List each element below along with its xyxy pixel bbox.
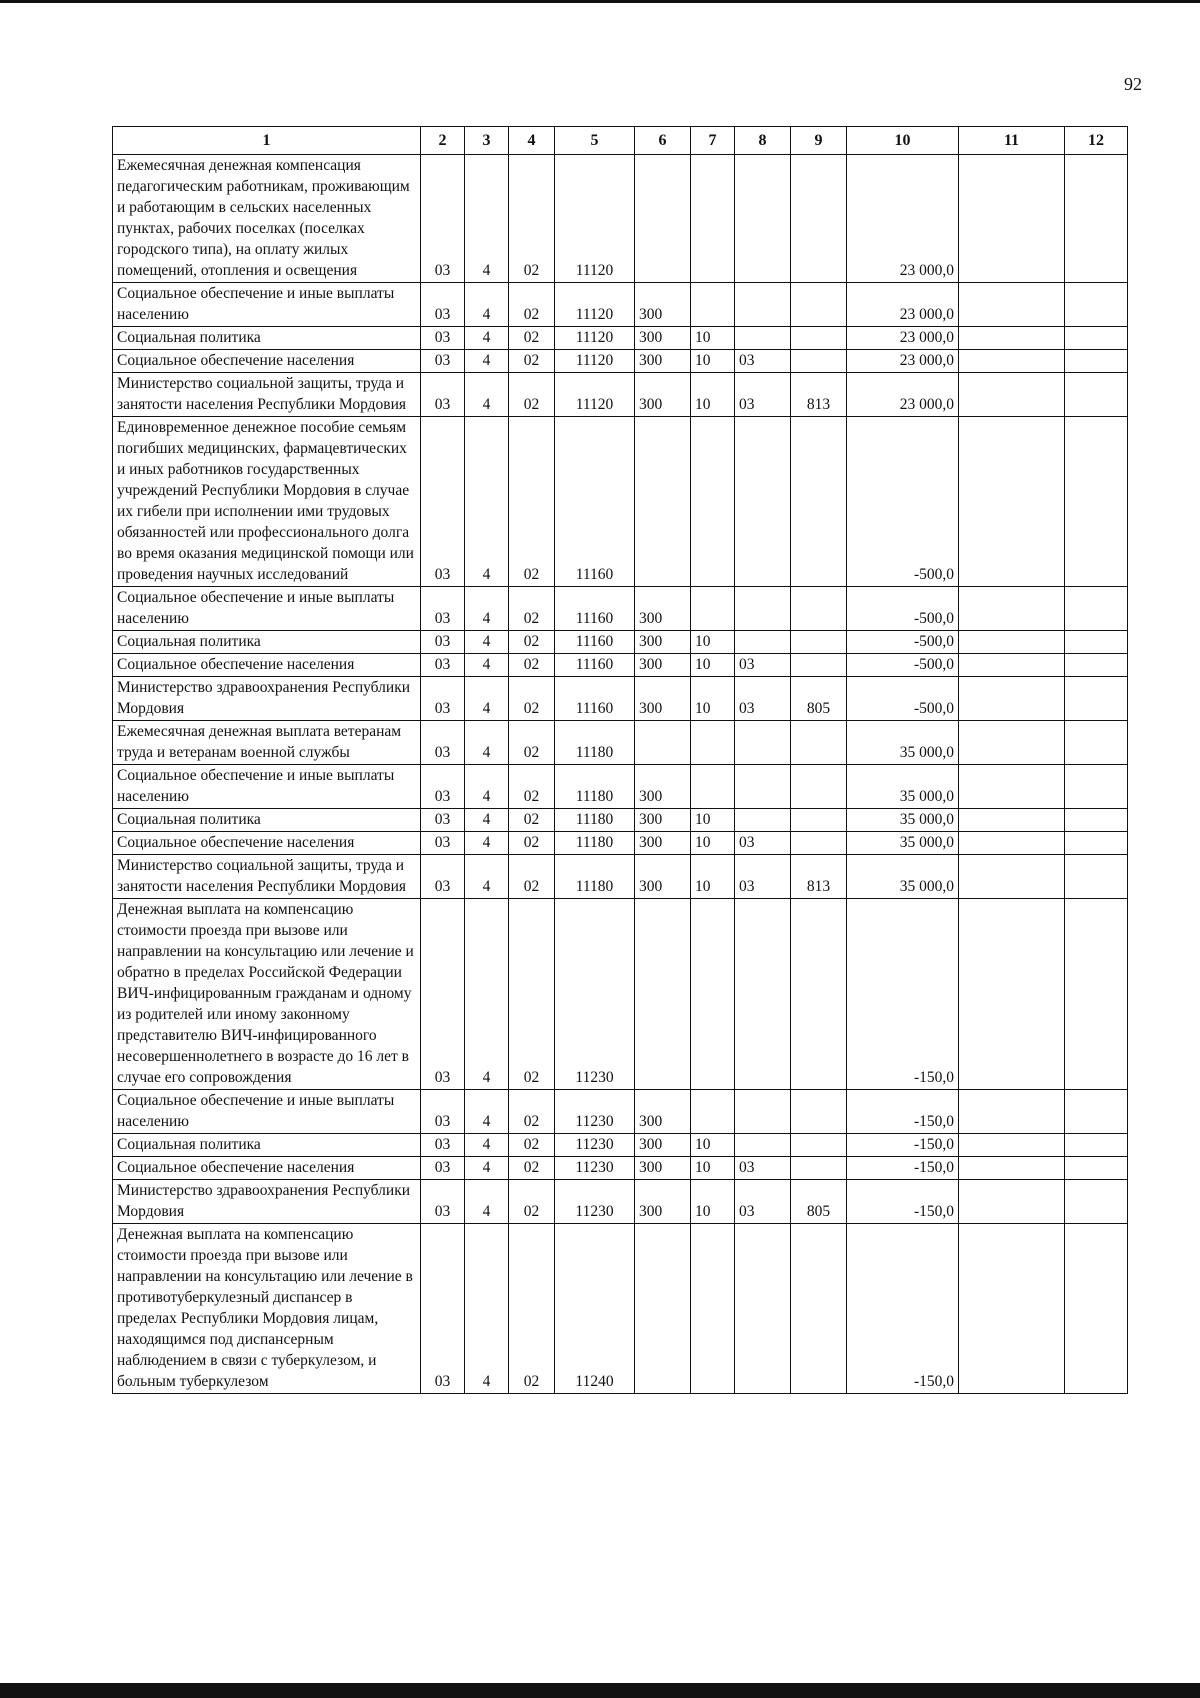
code-cell: [735, 1224, 791, 1394]
code-cell: 4: [465, 327, 509, 350]
amount-cell: [959, 1180, 1065, 1224]
table-row: [113, 832, 1128, 855]
code-cell: 03: [421, 721, 465, 765]
column-header: 8: [735, 127, 791, 155]
code-cell: 4: [465, 1090, 509, 1134]
amount-cell: -500,0: [847, 587, 959, 631]
code-cell: 02: [509, 855, 555, 899]
code-cell: 03: [421, 654, 465, 677]
code-cell: 11230: [555, 899, 635, 1090]
code-cell: 4: [465, 587, 509, 631]
code-cell: 4: [465, 417, 509, 587]
column-header: 2: [421, 127, 465, 155]
code-cell: [691, 155, 735, 283]
code-cell: 4: [465, 855, 509, 899]
code-cell: [791, 155, 847, 283]
amount-cell: 23 000,0: [847, 283, 959, 327]
code-cell: 4: [465, 721, 509, 765]
code-cell: 02: [509, 677, 555, 721]
amount-cell: [1065, 654, 1128, 677]
amount-cell: [959, 155, 1065, 283]
amount-cell: [1065, 631, 1128, 654]
code-cell: 03: [421, 809, 465, 832]
code-cell: 11120: [555, 155, 635, 283]
code-cell: 02: [509, 1224, 555, 1394]
row-name-cell: Министерство здравоохранения Республики Мордовия: [113, 677, 421, 721]
code-cell: 11160: [555, 677, 635, 721]
code-cell: [791, 1134, 847, 1157]
code-cell: [791, 721, 847, 765]
row-name-cell: Социальное обеспечение и иные выплаты населению: [113, 587, 421, 631]
amount-cell: -150,0: [847, 1090, 959, 1134]
amount-cell: [1065, 765, 1128, 809]
table-row: [113, 373, 1128, 417]
code-cell: 03: [735, 855, 791, 899]
code-cell: 4: [465, 1180, 509, 1224]
code-cell: [791, 899, 847, 1090]
code-cell: 02: [509, 899, 555, 1090]
code-cell: 02: [509, 283, 555, 327]
row-name-cell: Ежемесячная денежная компенсация педагогическим работникам, проживающим и работающим в сельских населенных пунктах, рабочих поселках (поселках городского типа), на оплату жилых помещений, отопления и освещения: [113, 155, 421, 283]
amount-cell: [959, 373, 1065, 417]
code-cell: 03: [735, 350, 791, 373]
row-name-cell: Денежная выплата на компенсацию стоимости проезда при вызове или направлении на консультацию или лечение в противотуберкулезный диспансер в пределах Республики Мордовия лицам, находящимся под диспансерным наблюдением в связи с туберкулезом, и больным туберкулезом: [113, 1224, 421, 1394]
code-cell: 03: [421, 899, 465, 1090]
code-cell: 11180: [555, 765, 635, 809]
code-cell: 4: [465, 373, 509, 417]
amount-cell: [1065, 283, 1128, 327]
code-cell: [691, 283, 735, 327]
code-cell: [635, 1224, 691, 1394]
code-cell: 11120: [555, 327, 635, 350]
amount-cell: -150,0: [847, 899, 959, 1090]
code-cell: [735, 631, 791, 654]
code-cell: 300: [635, 765, 691, 809]
code-cell: [635, 721, 691, 765]
code-cell: 03: [421, 587, 465, 631]
amount-cell: 23 000,0: [847, 155, 959, 283]
code-cell: 11120: [555, 373, 635, 417]
amount-cell: [959, 677, 1065, 721]
amount-cell: [1065, 1134, 1128, 1157]
amount-cell: -150,0: [847, 1157, 959, 1180]
code-cell: [735, 155, 791, 283]
column-header: 7: [691, 127, 735, 155]
code-cell: 805: [791, 1180, 847, 1224]
code-cell: 02: [509, 809, 555, 832]
code-cell: 03: [421, 1134, 465, 1157]
code-cell: 300: [635, 1157, 691, 1180]
header-row: [113, 127, 1128, 155]
amount-cell: [959, 587, 1065, 631]
code-cell: 11160: [555, 587, 635, 631]
row-name-cell: Социальное обеспечение населения: [113, 350, 421, 373]
column-header: 6: [635, 127, 691, 155]
code-cell: 300: [635, 283, 691, 327]
code-cell: [691, 765, 735, 809]
code-cell: [735, 765, 791, 809]
code-cell: 4: [465, 809, 509, 832]
code-cell: 03: [735, 677, 791, 721]
amount-cell: -150,0: [847, 1134, 959, 1157]
code-cell: 10: [691, 327, 735, 350]
table-row: [113, 1180, 1128, 1224]
code-cell: 300: [635, 677, 691, 721]
code-cell: 300: [635, 654, 691, 677]
code-cell: 300: [635, 1090, 691, 1134]
row-name-cell: Социальное обеспечение и иные выплаты населению: [113, 283, 421, 327]
code-cell: 11230: [555, 1157, 635, 1180]
code-cell: 03: [735, 1180, 791, 1224]
code-cell: 11120: [555, 350, 635, 373]
code-cell: 4: [465, 631, 509, 654]
code-cell: 02: [509, 765, 555, 809]
scan-top-edge: [0, 0, 1200, 3]
code-cell: [635, 155, 691, 283]
code-cell: 10: [691, 855, 735, 899]
amount-cell: 23 000,0: [847, 327, 959, 350]
code-cell: [735, 899, 791, 1090]
code-cell: 02: [509, 654, 555, 677]
code-cell: 300: [635, 1180, 691, 1224]
code-cell: [691, 899, 735, 1090]
row-name-cell: Социальная политика: [113, 1134, 421, 1157]
code-cell: 4: [465, 765, 509, 809]
code-cell: 805: [791, 677, 847, 721]
amount-cell: -500,0: [847, 677, 959, 721]
table-row: [113, 327, 1128, 350]
code-cell: 03: [421, 327, 465, 350]
amount-cell: 35 000,0: [847, 809, 959, 832]
amount-cell: [1065, 417, 1128, 587]
code-cell: [735, 721, 791, 765]
code-cell: 4: [465, 1224, 509, 1394]
code-cell: 10: [691, 809, 735, 832]
code-cell: 03: [421, 373, 465, 417]
amount-cell: [1065, 1224, 1128, 1394]
row-name-cell: Социальная политика: [113, 809, 421, 832]
table-row: [113, 350, 1128, 373]
amount-cell: [959, 350, 1065, 373]
amount-cell: [959, 899, 1065, 1090]
amount-cell: [959, 832, 1065, 855]
row-name-cell: Социальное обеспечение и иные выплаты населению: [113, 765, 421, 809]
budget-table: [112, 126, 1128, 1394]
code-cell: [691, 417, 735, 587]
code-cell: [691, 1224, 735, 1394]
code-cell: 03: [421, 1090, 465, 1134]
code-cell: 300: [635, 809, 691, 832]
table-row: [113, 1224, 1128, 1394]
amount-cell: [959, 809, 1065, 832]
page-number: 92: [1124, 74, 1142, 94]
code-cell: 10: [691, 350, 735, 373]
code-cell: 300: [635, 1134, 691, 1157]
amount-cell: [1065, 587, 1128, 631]
code-cell: 03: [735, 373, 791, 417]
code-cell: 10: [691, 1180, 735, 1224]
code-cell: 11230: [555, 1134, 635, 1157]
code-cell: 11230: [555, 1090, 635, 1134]
code-cell: 10: [691, 631, 735, 654]
amount-cell: [1065, 809, 1128, 832]
amount-cell: -500,0: [847, 631, 959, 654]
amount-cell: 23 000,0: [847, 350, 959, 373]
table-body: [113, 155, 1128, 1394]
row-name-cell: Социальное обеспечение и иные выплаты населению: [113, 1090, 421, 1134]
code-cell: 300: [635, 832, 691, 855]
code-cell: 02: [509, 373, 555, 417]
code-cell: 02: [509, 155, 555, 283]
table-row: [113, 899, 1128, 1090]
code-cell: 11160: [555, 417, 635, 587]
amount-cell: -150,0: [847, 1224, 959, 1394]
code-cell: 4: [465, 899, 509, 1090]
amount-cell: [1065, 1157, 1128, 1180]
amount-cell: [1065, 832, 1128, 855]
code-cell: 10: [691, 832, 735, 855]
code-cell: 02: [509, 1090, 555, 1134]
code-cell: 10: [691, 1134, 735, 1157]
amount-cell: [959, 654, 1065, 677]
code-cell: 4: [465, 283, 509, 327]
code-cell: 02: [509, 1157, 555, 1180]
code-cell: 03: [421, 1224, 465, 1394]
code-cell: [791, 765, 847, 809]
column-header: 1: [113, 127, 421, 155]
code-cell: [735, 327, 791, 350]
table-row: [113, 587, 1128, 631]
amount-cell: [1065, 350, 1128, 373]
code-cell: 4: [465, 677, 509, 721]
code-cell: [735, 587, 791, 631]
code-cell: [691, 587, 735, 631]
amount-cell: [959, 1134, 1065, 1157]
code-cell: 03: [421, 1157, 465, 1180]
scan-bottom-edge: [0, 1683, 1200, 1698]
code-cell: 02: [509, 631, 555, 654]
amount-cell: [959, 721, 1065, 765]
amount-cell: [1065, 1090, 1128, 1134]
code-cell: 03: [421, 677, 465, 721]
row-name-cell: Социальная политика: [113, 327, 421, 350]
code-cell: 02: [509, 1134, 555, 1157]
code-cell: 03: [735, 832, 791, 855]
code-cell: 11120: [555, 283, 635, 327]
code-cell: [735, 417, 791, 587]
code-cell: 11160: [555, 631, 635, 654]
code-cell: 03: [735, 654, 791, 677]
code-cell: 03: [421, 417, 465, 587]
table-row: [113, 855, 1128, 899]
code-cell: [735, 1134, 791, 1157]
code-cell: 03: [421, 765, 465, 809]
code-cell: 03: [421, 631, 465, 654]
amount-cell: [959, 1090, 1065, 1134]
code-cell: [791, 832, 847, 855]
table-row: [113, 721, 1128, 765]
code-cell: 10: [691, 1157, 735, 1180]
code-cell: 10: [691, 373, 735, 417]
row-name-cell: Социальное обеспечение населения: [113, 1157, 421, 1180]
code-cell: 03: [421, 855, 465, 899]
table-row: [113, 631, 1128, 654]
code-cell: 03: [735, 1157, 791, 1180]
code-cell: [791, 1224, 847, 1394]
amount-cell: [1065, 1180, 1128, 1224]
code-cell: [735, 283, 791, 327]
code-cell: [791, 1157, 847, 1180]
row-name-cell: Министерство социальной защиты, труда и занятости населения Республики Мордовия: [113, 855, 421, 899]
code-cell: 02: [509, 350, 555, 373]
amount-cell: [1065, 373, 1128, 417]
code-cell: [791, 327, 847, 350]
code-cell: 4: [465, 654, 509, 677]
code-cell: [635, 899, 691, 1090]
amount-cell: [1065, 677, 1128, 721]
code-cell: [691, 1090, 735, 1134]
row-name-cell: Социальное обеспечение населения: [113, 832, 421, 855]
code-cell: 02: [509, 832, 555, 855]
code-cell: [791, 809, 847, 832]
row-name-cell: Ежемесячная денежная выплата ветеранам труда и ветеранам военной службы: [113, 721, 421, 765]
code-cell: 4: [465, 350, 509, 373]
amount-cell: 35 000,0: [847, 765, 959, 809]
amount-cell: [1065, 327, 1128, 350]
row-name-cell: Единовременное денежное пособие семьям погибших медицинских, фармацевтических и иных работников государственных учреждений Республики Мордовия в случае их гибели при исполнении ими трудовых обязанностей или профессионального долга во время оказания медицинской помощи или проведения научных исследований: [113, 417, 421, 587]
code-cell: [791, 654, 847, 677]
code-cell: [791, 417, 847, 587]
code-cell: 03: [421, 350, 465, 373]
code-cell: 02: [509, 417, 555, 587]
amount-cell: 35 000,0: [847, 855, 959, 899]
code-cell: 300: [635, 327, 691, 350]
code-cell: 300: [635, 373, 691, 417]
row-name-cell: Социальная политика: [113, 631, 421, 654]
amount-cell: [1065, 899, 1128, 1090]
code-cell: [791, 631, 847, 654]
code-cell: [735, 809, 791, 832]
code-cell: 300: [635, 587, 691, 631]
amount-cell: 35 000,0: [847, 832, 959, 855]
table-row: [113, 677, 1128, 721]
column-header: 12: [1065, 127, 1128, 155]
amount-cell: -500,0: [847, 654, 959, 677]
amount-cell: [959, 1157, 1065, 1180]
code-cell: 11180: [555, 855, 635, 899]
code-cell: 11240: [555, 1224, 635, 1394]
code-cell: [791, 1090, 847, 1134]
table-row: [113, 654, 1128, 677]
code-cell: 11160: [555, 654, 635, 677]
column-header: 9: [791, 127, 847, 155]
code-cell: 4: [465, 155, 509, 283]
code-cell: [791, 587, 847, 631]
table-row: [113, 1134, 1128, 1157]
code-cell: 11180: [555, 721, 635, 765]
code-cell: 4: [465, 1157, 509, 1180]
code-cell: 02: [509, 587, 555, 631]
amount-cell: [959, 631, 1065, 654]
code-cell: 4: [465, 1134, 509, 1157]
table-row: [113, 417, 1128, 587]
code-cell: 11180: [555, 809, 635, 832]
column-header: 11: [959, 127, 1065, 155]
amount-cell: 35 000,0: [847, 721, 959, 765]
code-cell: 10: [691, 654, 735, 677]
code-cell: 813: [791, 855, 847, 899]
code-cell: 03: [421, 155, 465, 283]
amount-cell: [959, 855, 1065, 899]
table-row: [113, 809, 1128, 832]
code-cell: [791, 283, 847, 327]
code-cell: 03: [421, 832, 465, 855]
code-cell: 300: [635, 631, 691, 654]
amount-cell: [959, 417, 1065, 587]
amount-cell: [959, 765, 1065, 809]
amount-cell: [959, 327, 1065, 350]
code-cell: 300: [635, 855, 691, 899]
code-cell: 03: [421, 1180, 465, 1224]
table-row: [113, 765, 1128, 809]
table-row: [113, 283, 1128, 327]
code-cell: 11230: [555, 1180, 635, 1224]
table-row: [113, 1157, 1128, 1180]
table-row: [113, 1090, 1128, 1134]
amount-cell: [1065, 721, 1128, 765]
column-header: 3: [465, 127, 509, 155]
row-name-cell: Министерство социальной защиты, труда и занятости населения Республики Мордовия: [113, 373, 421, 417]
amount-cell: -150,0: [847, 1180, 959, 1224]
code-cell: 4: [465, 832, 509, 855]
amount-cell: -500,0: [847, 417, 959, 587]
column-header: 5: [555, 127, 635, 155]
table-row: [113, 155, 1128, 283]
row-name-cell: Денежная выплата на компенсацию стоимости проезда при вызове или направлении на консультацию или лечение и обратно в пределах Российской Федерации ВИЧ-инфицированным гражданам и одному из родителей или иному законному представителю ВИЧ-инфицированного несовершеннолетнего в возрасте до 16 лет в случае его сопровождения: [113, 899, 421, 1090]
amount-cell: [1065, 855, 1128, 899]
code-cell: [691, 721, 735, 765]
code-cell: 813: [791, 373, 847, 417]
row-name-cell: Министерство здравоохранения Республики Мордовия: [113, 1180, 421, 1224]
amount-cell: 23 000,0: [847, 373, 959, 417]
code-cell: 10: [691, 677, 735, 721]
code-cell: 300: [635, 350, 691, 373]
code-cell: 11180: [555, 832, 635, 855]
code-cell: 02: [509, 721, 555, 765]
amount-cell: [959, 283, 1065, 327]
code-cell: 02: [509, 327, 555, 350]
column-header: 10: [847, 127, 959, 155]
code-cell: [635, 417, 691, 587]
code-cell: 02: [509, 1180, 555, 1224]
code-cell: 03: [421, 283, 465, 327]
amount-cell: [959, 1224, 1065, 1394]
column-header: 4: [509, 127, 555, 155]
code-cell: [735, 1090, 791, 1134]
amount-cell: [1065, 155, 1128, 283]
code-cell: [791, 350, 847, 373]
row-name-cell: Социальное обеспечение населения: [113, 654, 421, 677]
